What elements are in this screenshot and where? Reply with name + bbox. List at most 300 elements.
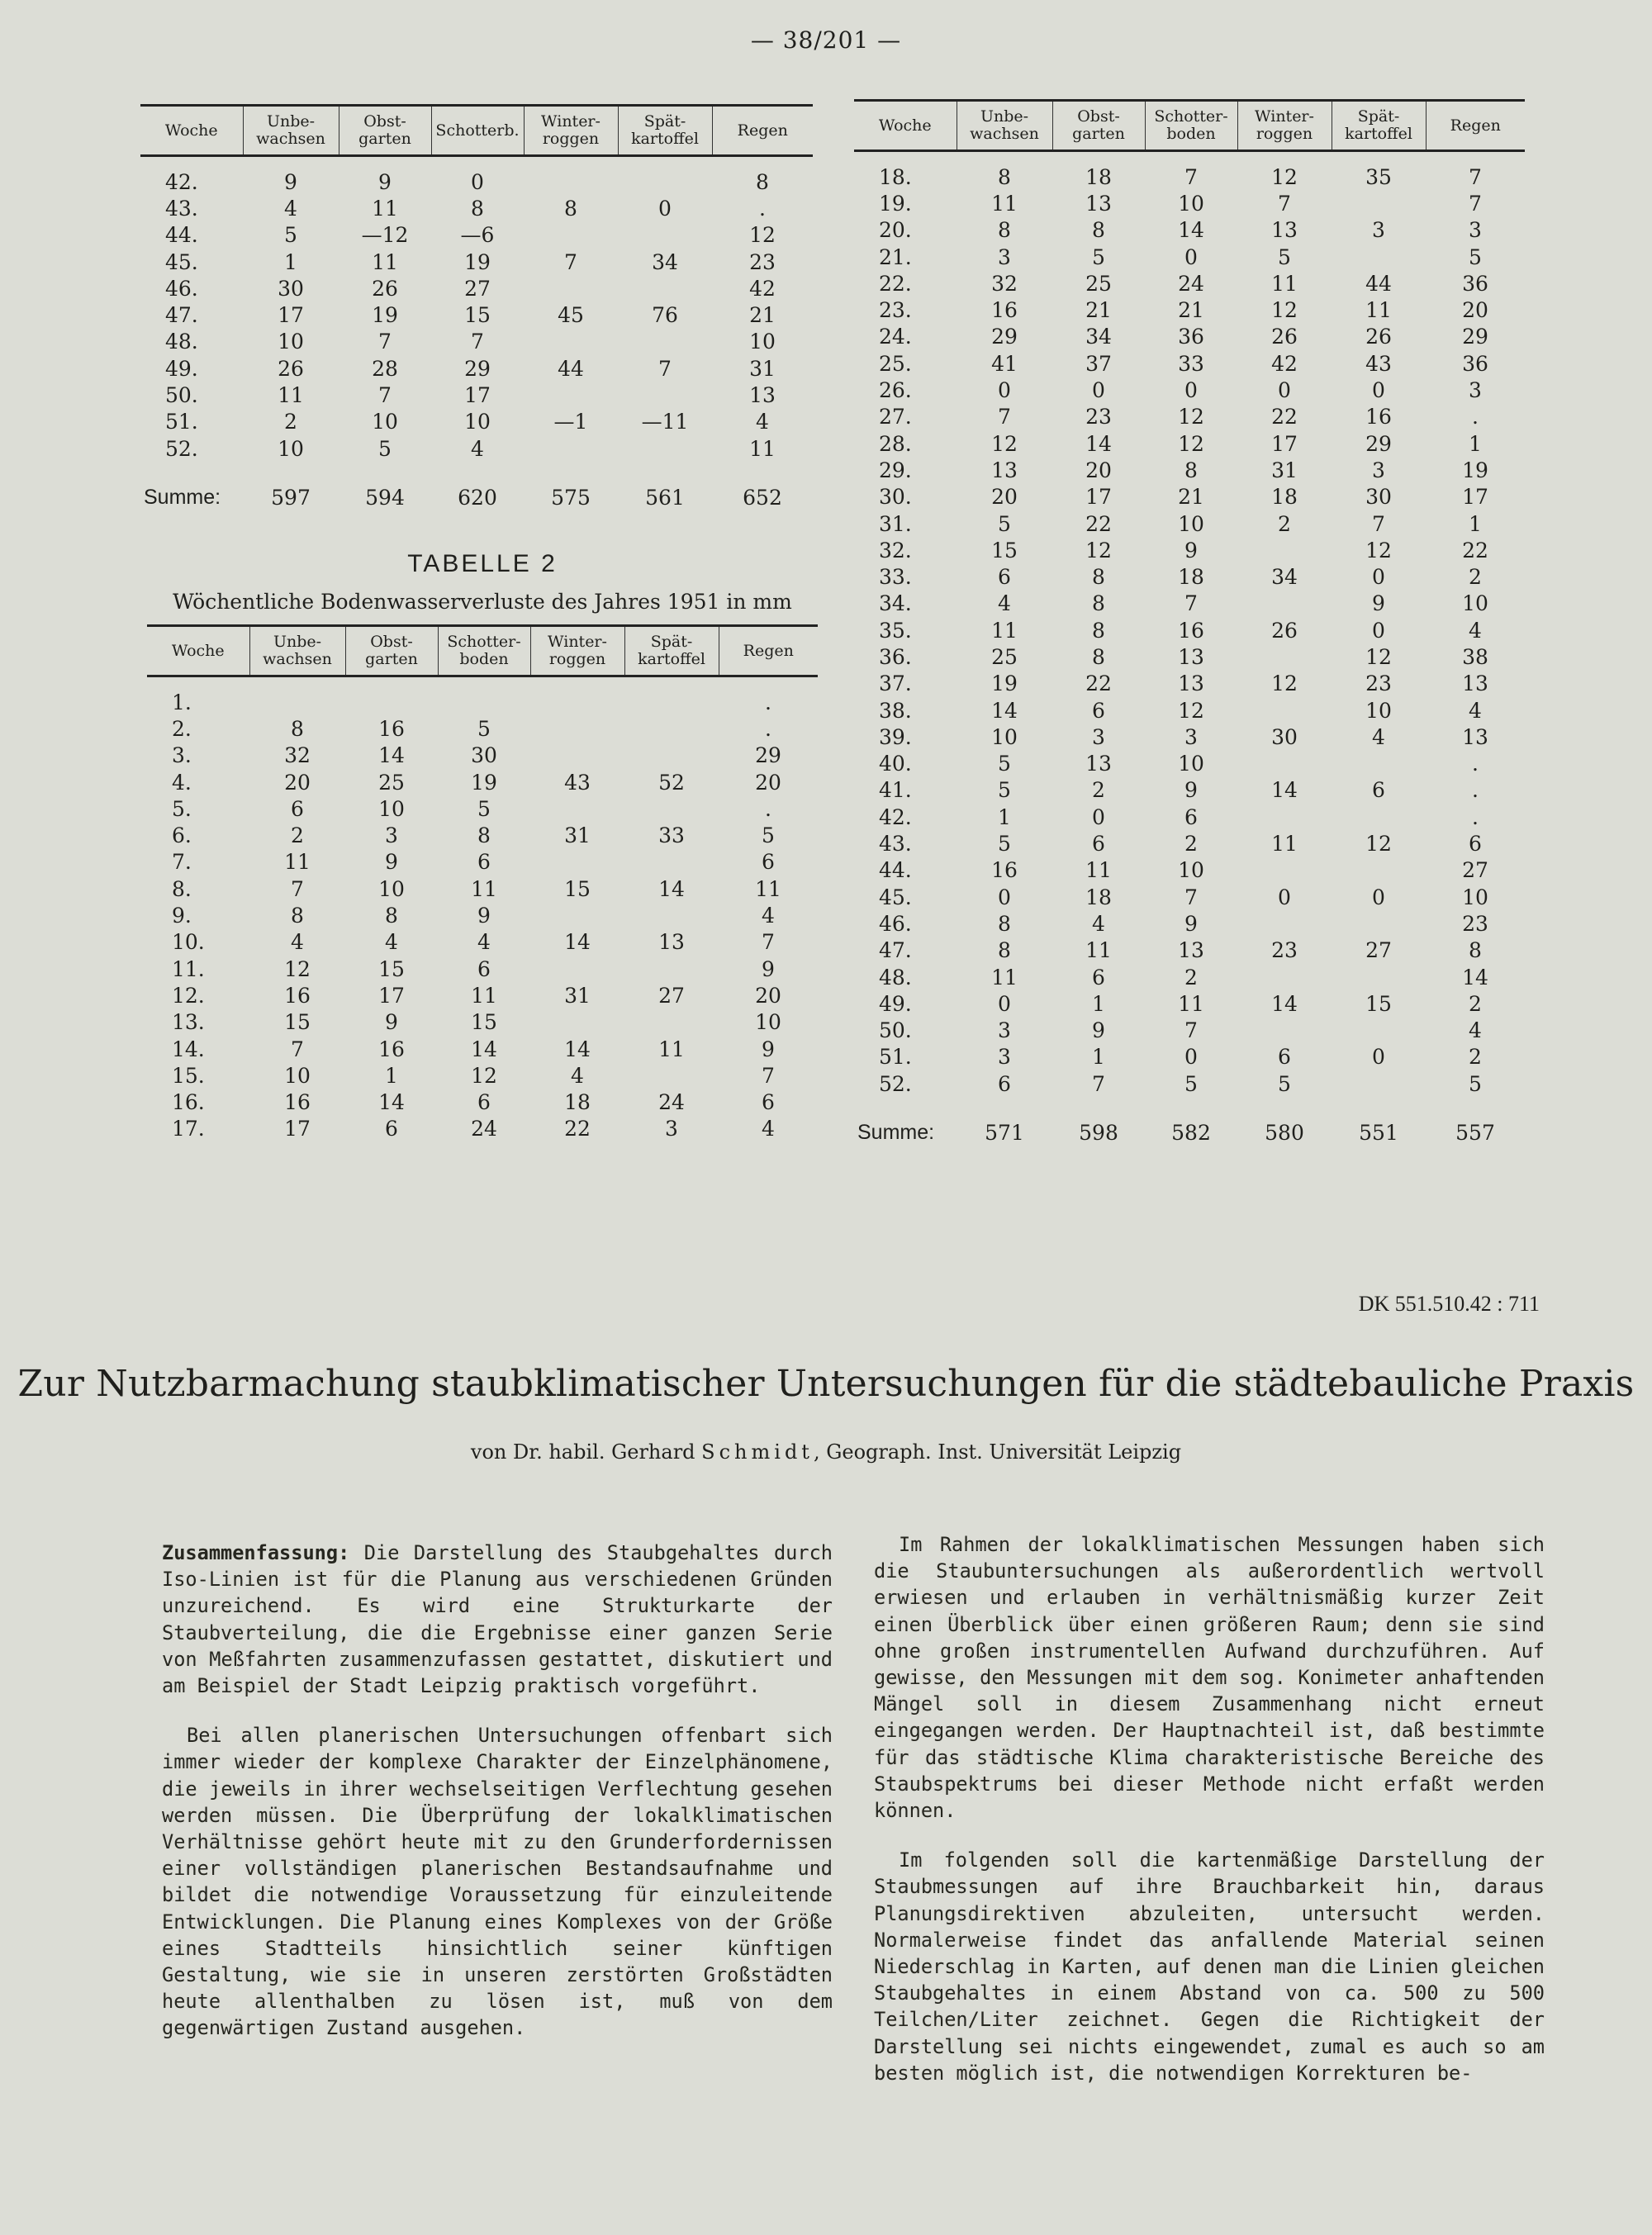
value-cell: 26 — [1271, 325, 1298, 349]
value-cell: 0 — [998, 991, 1011, 1016]
value-cell: 3 — [1469, 218, 1482, 243]
table-row — [854, 804, 1525, 830]
value-cell: 34 — [652, 249, 678, 274]
table-row — [854, 404, 1525, 430]
value-cell: 9 — [1092, 1018, 1105, 1043]
value-cell: 8 — [291, 904, 304, 928]
value-cell: 4 — [471, 436, 484, 461]
table-row — [854, 244, 1525, 270]
value-cell: 14 — [378, 743, 405, 768]
value-cell — [624, 689, 719, 715]
table-row — [147, 795, 818, 822]
value-cell: 10 — [278, 436, 304, 461]
value-cell: 34 — [1085, 325, 1112, 349]
table-row — [854, 724, 1525, 750]
week-cell: 28. — [879, 431, 912, 456]
byline-prefix: von Dr. habil. Gerhard — [470, 1440, 695, 1464]
table-row — [854, 910, 1525, 937]
table2-title: TABELLE 2 — [407, 550, 558, 577]
table2-left-body — [147, 676, 818, 1143]
value-cell: 0 — [998, 378, 1011, 403]
table-row — [854, 777, 1525, 804]
body-paragraph-right-2: Im folgenden soll die kartenmäßige Darstellung der Staubmessungen auf ihre Brauchbarkeit hin, daraus Planungsdirektiven abzuleiten, untersucht werden. Normalerweise findet das anfallende Material seinen Niederschlag in Karten, auf denen man die Linien gleichen Staubgehaltes in einem Abstand von ca. 500 zu 500 Teilchen/Liter zeichnet. Gegen die Richtigkeit der Darstellung sei nichts eingewendet, zumal es auch so am besten möglich ist, die notwendigen Korrekturen be- — [874, 1848, 1545, 2085]
value-cell — [1237, 537, 1332, 563]
value-cell: 7 — [1278, 191, 1291, 216]
value-cell: 14 — [1271, 991, 1298, 1016]
value-cell: 5 — [477, 796, 491, 821]
value-cell: 24 — [1178, 271, 1204, 296]
value-cell: 45 — [558, 303, 584, 328]
value-cell: 5 — [378, 436, 392, 461]
table2-right — [854, 99, 1525, 1156]
week-cell: 17. — [172, 1117, 205, 1141]
value-cell: 8 — [1469, 938, 1482, 963]
value-cell — [624, 1062, 719, 1089]
value-cell: 0 — [1372, 618, 1385, 643]
summe-value: 598 — [1079, 1120, 1118, 1145]
week-cell: 15. — [172, 1063, 205, 1088]
value-cell: 3 — [998, 1018, 1011, 1043]
value-cell: 6 — [998, 1071, 1011, 1096]
page-number: — 38/201 — — [750, 26, 902, 54]
value-cell — [524, 275, 618, 301]
week-cell: 5. — [172, 796, 192, 821]
value-cell: 44 — [1365, 271, 1392, 296]
article-right-column — [874, 1531, 1545, 2109]
value-cell — [1332, 190, 1426, 216]
value-cell — [624, 743, 719, 769]
week-cell: 39. — [879, 724, 912, 749]
value-cell: 9 — [1184, 911, 1198, 936]
table-row — [854, 1070, 1525, 1097]
value-cell: 12 — [1271, 671, 1298, 696]
value-cell: 31 — [564, 823, 591, 848]
value-cell: 15 — [464, 303, 491, 328]
value-cell: 3 — [385, 823, 398, 848]
value-cell: 5 — [1278, 244, 1291, 269]
value-cell: 0 — [1092, 378, 1105, 403]
table-row — [854, 830, 1525, 857]
summe-value: 580 — [1265, 1120, 1304, 1145]
value-cell: 7 — [378, 383, 392, 408]
value-cell: 11 — [372, 196, 398, 221]
body-paragraph-left: Bei allen planerischen Untersuchungen offenbart sich immer wieder der komplexe Charakter der Einzelphänomene, die jeweils in ihrer wechselseitigen Verflechtung gesehen werden müssen. Die Überprüfung der lokalklimatischen Verhältnisse gehört heute mit zu den Grunderfordernissen einer vollständigen planerischen Bestandsaufnahme und bildet die notwendige Voraussetzung für einzuleitende Entwicklungen. Die Planung eines Komplexes von der Größe eines Stadtteils hinsichtlich seiner künftigen Gestaltung, wie sie in unseren zerstörten Großstädten heute allenthalben zu lösen ist, muß von dem gegenwärtigen Zustand ausgehen. — [162, 1724, 833, 2040]
table-row — [147, 849, 818, 875]
article-title: Zur Nutzbarmachung staubklimatischer Untersuchungen für die städtebauliche Praxis — [17, 1363, 1635, 1405]
table2-right-header-cell: Spät- kartoffel — [1332, 101, 1426, 151]
table-row — [147, 689, 818, 715]
week-cell: 43. — [165, 196, 198, 221]
table-row — [854, 537, 1525, 563]
value-cell: 2 — [1184, 965, 1198, 989]
value-cell: 3 — [1372, 218, 1385, 243]
week-cell: 33. — [879, 565, 912, 590]
value-cell: 4 — [1469, 618, 1482, 643]
value-cell — [530, 689, 624, 715]
week-cell: 8. — [172, 876, 192, 901]
value-cell — [524, 168, 618, 195]
value-cell: 6 — [762, 850, 775, 875]
value-cell — [618, 382, 712, 408]
table2-left-header-cell: Woche — [171, 641, 225, 660]
table-row — [147, 1009, 818, 1036]
week-cell: 2. — [172, 716, 192, 741]
table-row — [854, 751, 1525, 777]
week-cell: 6. — [172, 823, 192, 848]
value-cell — [618, 275, 712, 301]
value-cell: 0 — [1372, 885, 1385, 909]
value-cell: 5 — [762, 823, 775, 848]
week-cell: 46. — [165, 276, 198, 301]
value-cell: 7 — [658, 356, 672, 381]
week-cell: 13. — [172, 1010, 205, 1035]
value-cell: 0 — [1372, 565, 1385, 590]
table-row — [854, 671, 1525, 697]
value-cell: 2 — [1469, 1045, 1482, 1070]
table-row — [140, 382, 813, 408]
value-cell — [618, 329, 712, 355]
value-cell — [624, 849, 719, 875]
byline-author-name: Schmidt — [701, 1440, 814, 1464]
value-cell: 10 — [1462, 885, 1488, 909]
value-cell: 12 — [1365, 538, 1392, 562]
value-cell: —1 — [553, 410, 588, 434]
value-cell: 20 — [755, 983, 781, 1008]
table-row — [854, 324, 1525, 350]
week-cell: 48. — [879, 965, 912, 989]
week-cell: 45. — [165, 249, 198, 274]
value-cell: . — [759, 196, 766, 221]
table2-right-header-cell: Obst- garten — [1052, 101, 1145, 151]
value-cell — [1237, 857, 1332, 884]
value-cell: 16 — [1178, 618, 1204, 643]
value-cell: 27 — [658, 983, 685, 1008]
table2-right-header-cell: Unbe- wachsen — [957, 101, 1052, 151]
summe-value: 561 — [645, 485, 685, 510]
table-row — [140, 355, 813, 382]
value-cell: 13 — [1085, 752, 1112, 776]
table2-right-header-cell: Woche — [878, 116, 932, 135]
value-cell: 25 — [378, 770, 405, 795]
value-cell: 6 — [1092, 698, 1105, 723]
value-cell — [1237, 697, 1332, 724]
value-cell: 10 — [284, 1063, 311, 1088]
value-cell: 1 — [1469, 511, 1482, 536]
value-cell: 17 — [378, 983, 405, 1008]
table-row — [147, 1036, 818, 1062]
week-cell: 11. — [172, 956, 205, 981]
value-cell: 4 — [756, 410, 769, 434]
value-cell: 25 — [991, 644, 1018, 669]
value-cell: 52 — [658, 770, 685, 795]
week-cell: 23. — [879, 298, 912, 323]
week-cell: 37. — [879, 671, 912, 696]
week-cell: 47. — [165, 303, 198, 328]
value-cell: 13 — [749, 383, 776, 408]
value-cell: 8 — [998, 938, 1011, 963]
value-cell: 16 — [378, 1037, 405, 1061]
table1-header-cell: Schotterb. — [431, 106, 524, 156]
value-cell: 26 — [372, 276, 398, 301]
value-cell: 7 — [1469, 164, 1482, 189]
value-cell: 7 — [471, 330, 484, 354]
value-cell: 8 — [1184, 458, 1198, 482]
value-cell: 3 — [1184, 724, 1198, 749]
value-cell: 2 — [1092, 778, 1105, 803]
summe-value: 575 — [551, 485, 591, 510]
table-row — [140, 249, 813, 275]
value-cell: 3 — [1469, 378, 1482, 403]
value-cell: 11 — [471, 876, 497, 901]
table-row — [147, 956, 818, 982]
table-row — [140, 275, 813, 301]
value-cell: 1 — [1092, 1045, 1105, 1070]
value-cell: 5 — [1469, 244, 1482, 269]
week-cell: 44. — [165, 223, 198, 248]
table1-header-cell: Winter- roggen — [524, 106, 618, 156]
value-cell: 27 — [1365, 938, 1392, 963]
value-cell: 24 — [471, 1117, 497, 1141]
value-cell: 8 — [1092, 591, 1105, 616]
summe-label: Summe: — [857, 1120, 935, 1144]
value-cell: 5 — [284, 223, 297, 248]
value-cell: 6 — [1092, 965, 1105, 989]
table2-left — [147, 624, 818, 1142]
table-row — [854, 617, 1525, 643]
value-cell: 13 — [1178, 644, 1204, 669]
value-cell: 0 — [1278, 378, 1291, 403]
summe-row — [140, 462, 813, 521]
value-cell: 22 — [1462, 538, 1488, 562]
value-cell — [1332, 1018, 1426, 1044]
value-cell: 14 — [471, 1037, 497, 1061]
value-cell: 7 — [378, 330, 392, 354]
table-row — [147, 1062, 818, 1089]
week-cell: 38. — [879, 698, 912, 723]
value-cell: 4 — [477, 930, 491, 955]
value-cell: 0 — [1184, 1045, 1198, 1070]
value-cell: 7 — [762, 930, 775, 955]
value-cell: 23 — [1271, 938, 1298, 963]
value-cell: 4 — [762, 1117, 775, 1141]
summe-value: 652 — [743, 485, 782, 510]
value-cell — [1332, 964, 1426, 990]
table-row — [854, 1018, 1525, 1044]
table-row — [140, 301, 813, 328]
value-cell: 12 — [749, 223, 776, 248]
value-cell: 15 — [991, 538, 1018, 562]
value-cell — [530, 743, 624, 769]
value-cell: 13 — [991, 458, 1018, 482]
value-cell — [524, 222, 618, 249]
table-row — [854, 697, 1525, 724]
value-cell — [1237, 964, 1332, 990]
week-cell: 30. — [879, 485, 912, 510]
table-row — [854, 270, 1525, 297]
value-cell: 42 — [749, 276, 776, 301]
value-cell: 0 — [658, 196, 672, 221]
table2-right-spacer — [854, 151, 1525, 164]
value-cell: 3 — [998, 244, 1011, 269]
value-cell — [1237, 751, 1332, 777]
value-cell: 9 — [385, 1010, 398, 1035]
table-row — [140, 222, 813, 249]
value-cell: 12 — [991, 431, 1018, 456]
value-cell: 29 — [1365, 431, 1392, 456]
value-cell: 10 — [278, 330, 304, 354]
week-cell: 7. — [172, 850, 192, 875]
value-cell: 21 — [1178, 298, 1204, 323]
value-cell: 9 — [385, 850, 398, 875]
table-row — [147, 875, 818, 902]
value-cell — [1332, 1070, 1426, 1097]
value-cell: 7 — [998, 405, 1011, 429]
value-cell: 0 — [1184, 378, 1198, 403]
value-cell: 8 — [477, 823, 491, 848]
value-cell: 11 — [991, 191, 1018, 216]
value-cell: 0 — [998, 885, 1011, 909]
value-cell: 10 — [1178, 511, 1204, 536]
value-cell: —11 — [641, 410, 689, 434]
value-cell: 13 — [1178, 938, 1204, 963]
value-cell — [1237, 910, 1332, 937]
value-cell: 10 — [755, 1010, 781, 1035]
article-left-column — [162, 1540, 833, 2065]
value-cell: 6 — [1372, 778, 1385, 803]
week-cell: 52. — [879, 1071, 912, 1096]
value-cell: 20 — [991, 485, 1018, 510]
value-cell: 12 — [1178, 698, 1204, 723]
summe-row — [854, 1097, 1525, 1156]
value-cell — [524, 382, 618, 408]
value-cell: 24 — [658, 1090, 685, 1115]
value-cell: 17 — [1462, 485, 1488, 510]
value-cell: 0 — [1372, 378, 1385, 403]
value-cell — [249, 689, 345, 715]
value-cell: 42 — [1271, 351, 1298, 376]
value-cell — [345, 689, 438, 715]
value-cell: 4 — [998, 591, 1011, 616]
table-row — [854, 857, 1525, 884]
value-cell: 18 — [1085, 164, 1112, 189]
value-cell: 14 — [1271, 778, 1298, 803]
summe-value: 571 — [985, 1120, 1024, 1145]
week-cell: 12. — [172, 983, 205, 1008]
value-cell: 43 — [564, 770, 591, 795]
table1-body — [140, 156, 813, 522]
week-cell: 48. — [165, 330, 198, 354]
value-cell: 19 — [372, 303, 398, 328]
value-cell: 9 — [1184, 538, 1198, 562]
value-cell: 7 — [1184, 591, 1198, 616]
value-cell: 5 — [1278, 1071, 1291, 1096]
week-cell: 44. — [879, 858, 912, 883]
table-row — [147, 1089, 818, 1115]
table-row — [140, 168, 813, 195]
table-row — [140, 195, 813, 221]
value-cell: 6 — [1469, 832, 1482, 857]
value-cell: 6 — [762, 1090, 775, 1115]
week-cell: 52. — [165, 436, 198, 461]
value-cell: 13 — [1085, 191, 1112, 216]
week-cell: 25. — [879, 351, 912, 376]
value-cell: 9 — [1184, 778, 1198, 803]
value-cell: 10 — [372, 410, 398, 434]
value-cell: 10 — [1178, 752, 1204, 776]
value-cell: 5 — [1469, 1071, 1482, 1096]
week-cell: 50. — [879, 1018, 912, 1043]
value-cell: 26 — [1271, 618, 1298, 643]
value-cell: 2 — [284, 410, 297, 434]
table2-left-header-row — [147, 626, 818, 676]
value-cell: 16 — [1365, 405, 1392, 429]
value-cell: 19 — [991, 671, 1018, 696]
summe-value: 620 — [458, 485, 497, 510]
week-cell: 26. — [879, 378, 912, 403]
value-cell: 6 — [477, 1090, 491, 1115]
week-cell: 35. — [879, 618, 912, 643]
value-cell: 35 — [1365, 164, 1392, 189]
value-cell: 6 — [477, 956, 491, 981]
value-cell — [438, 689, 530, 715]
table-row — [854, 964, 1525, 990]
value-cell — [530, 1009, 624, 1036]
value-cell: 12 — [1085, 538, 1112, 562]
value-cell: 7 — [1372, 511, 1385, 536]
table1-header-row — [140, 106, 813, 156]
table-row — [147, 769, 818, 795]
value-cell: 10 — [378, 876, 405, 901]
value-cell: 33 — [658, 823, 685, 848]
week-cell: 32. — [879, 538, 912, 562]
value-cell: 15 — [378, 956, 405, 981]
value-cell: 4 — [385, 930, 398, 955]
week-cell: 49. — [165, 356, 198, 381]
value-cell: 13 — [658, 930, 685, 955]
value-cell: 18 — [1271, 485, 1298, 510]
value-cell: 11 — [991, 618, 1018, 643]
value-cell: 10 — [749, 330, 776, 354]
value-cell: 29 — [464, 356, 491, 381]
week-cell: 19. — [879, 191, 912, 216]
table-row — [147, 902, 818, 928]
value-cell: 12 — [284, 956, 311, 981]
table1-header-cell: Regen — [712, 106, 813, 156]
value-cell: 11 — [278, 383, 304, 408]
value-cell: 7 — [291, 1037, 304, 1061]
table-row — [854, 350, 1525, 377]
value-cell: 14 — [378, 1090, 405, 1115]
value-cell: 25 — [1085, 271, 1112, 296]
dk-classification: DK 551.510.42 : 711 — [1358, 1292, 1540, 1316]
value-cell: 11 — [1085, 938, 1112, 963]
value-cell: 0 — [471, 169, 484, 194]
value-cell: 6 — [291, 796, 304, 821]
table-row — [854, 217, 1525, 244]
value-cell: 27 — [464, 276, 491, 301]
value-cell: 22 — [1085, 511, 1112, 536]
table-row — [854, 990, 1525, 1017]
value-cell: 3 — [998, 1045, 1011, 1070]
summe-value: 597 — [271, 485, 311, 510]
table-row — [854, 430, 1525, 457]
value-cell: 20 — [284, 770, 311, 795]
table1-spacer — [140, 156, 813, 169]
value-cell: 6 — [1092, 832, 1105, 857]
value-cell — [624, 956, 719, 982]
value-cell: 10 — [1178, 858, 1204, 883]
value-cell — [530, 902, 624, 928]
